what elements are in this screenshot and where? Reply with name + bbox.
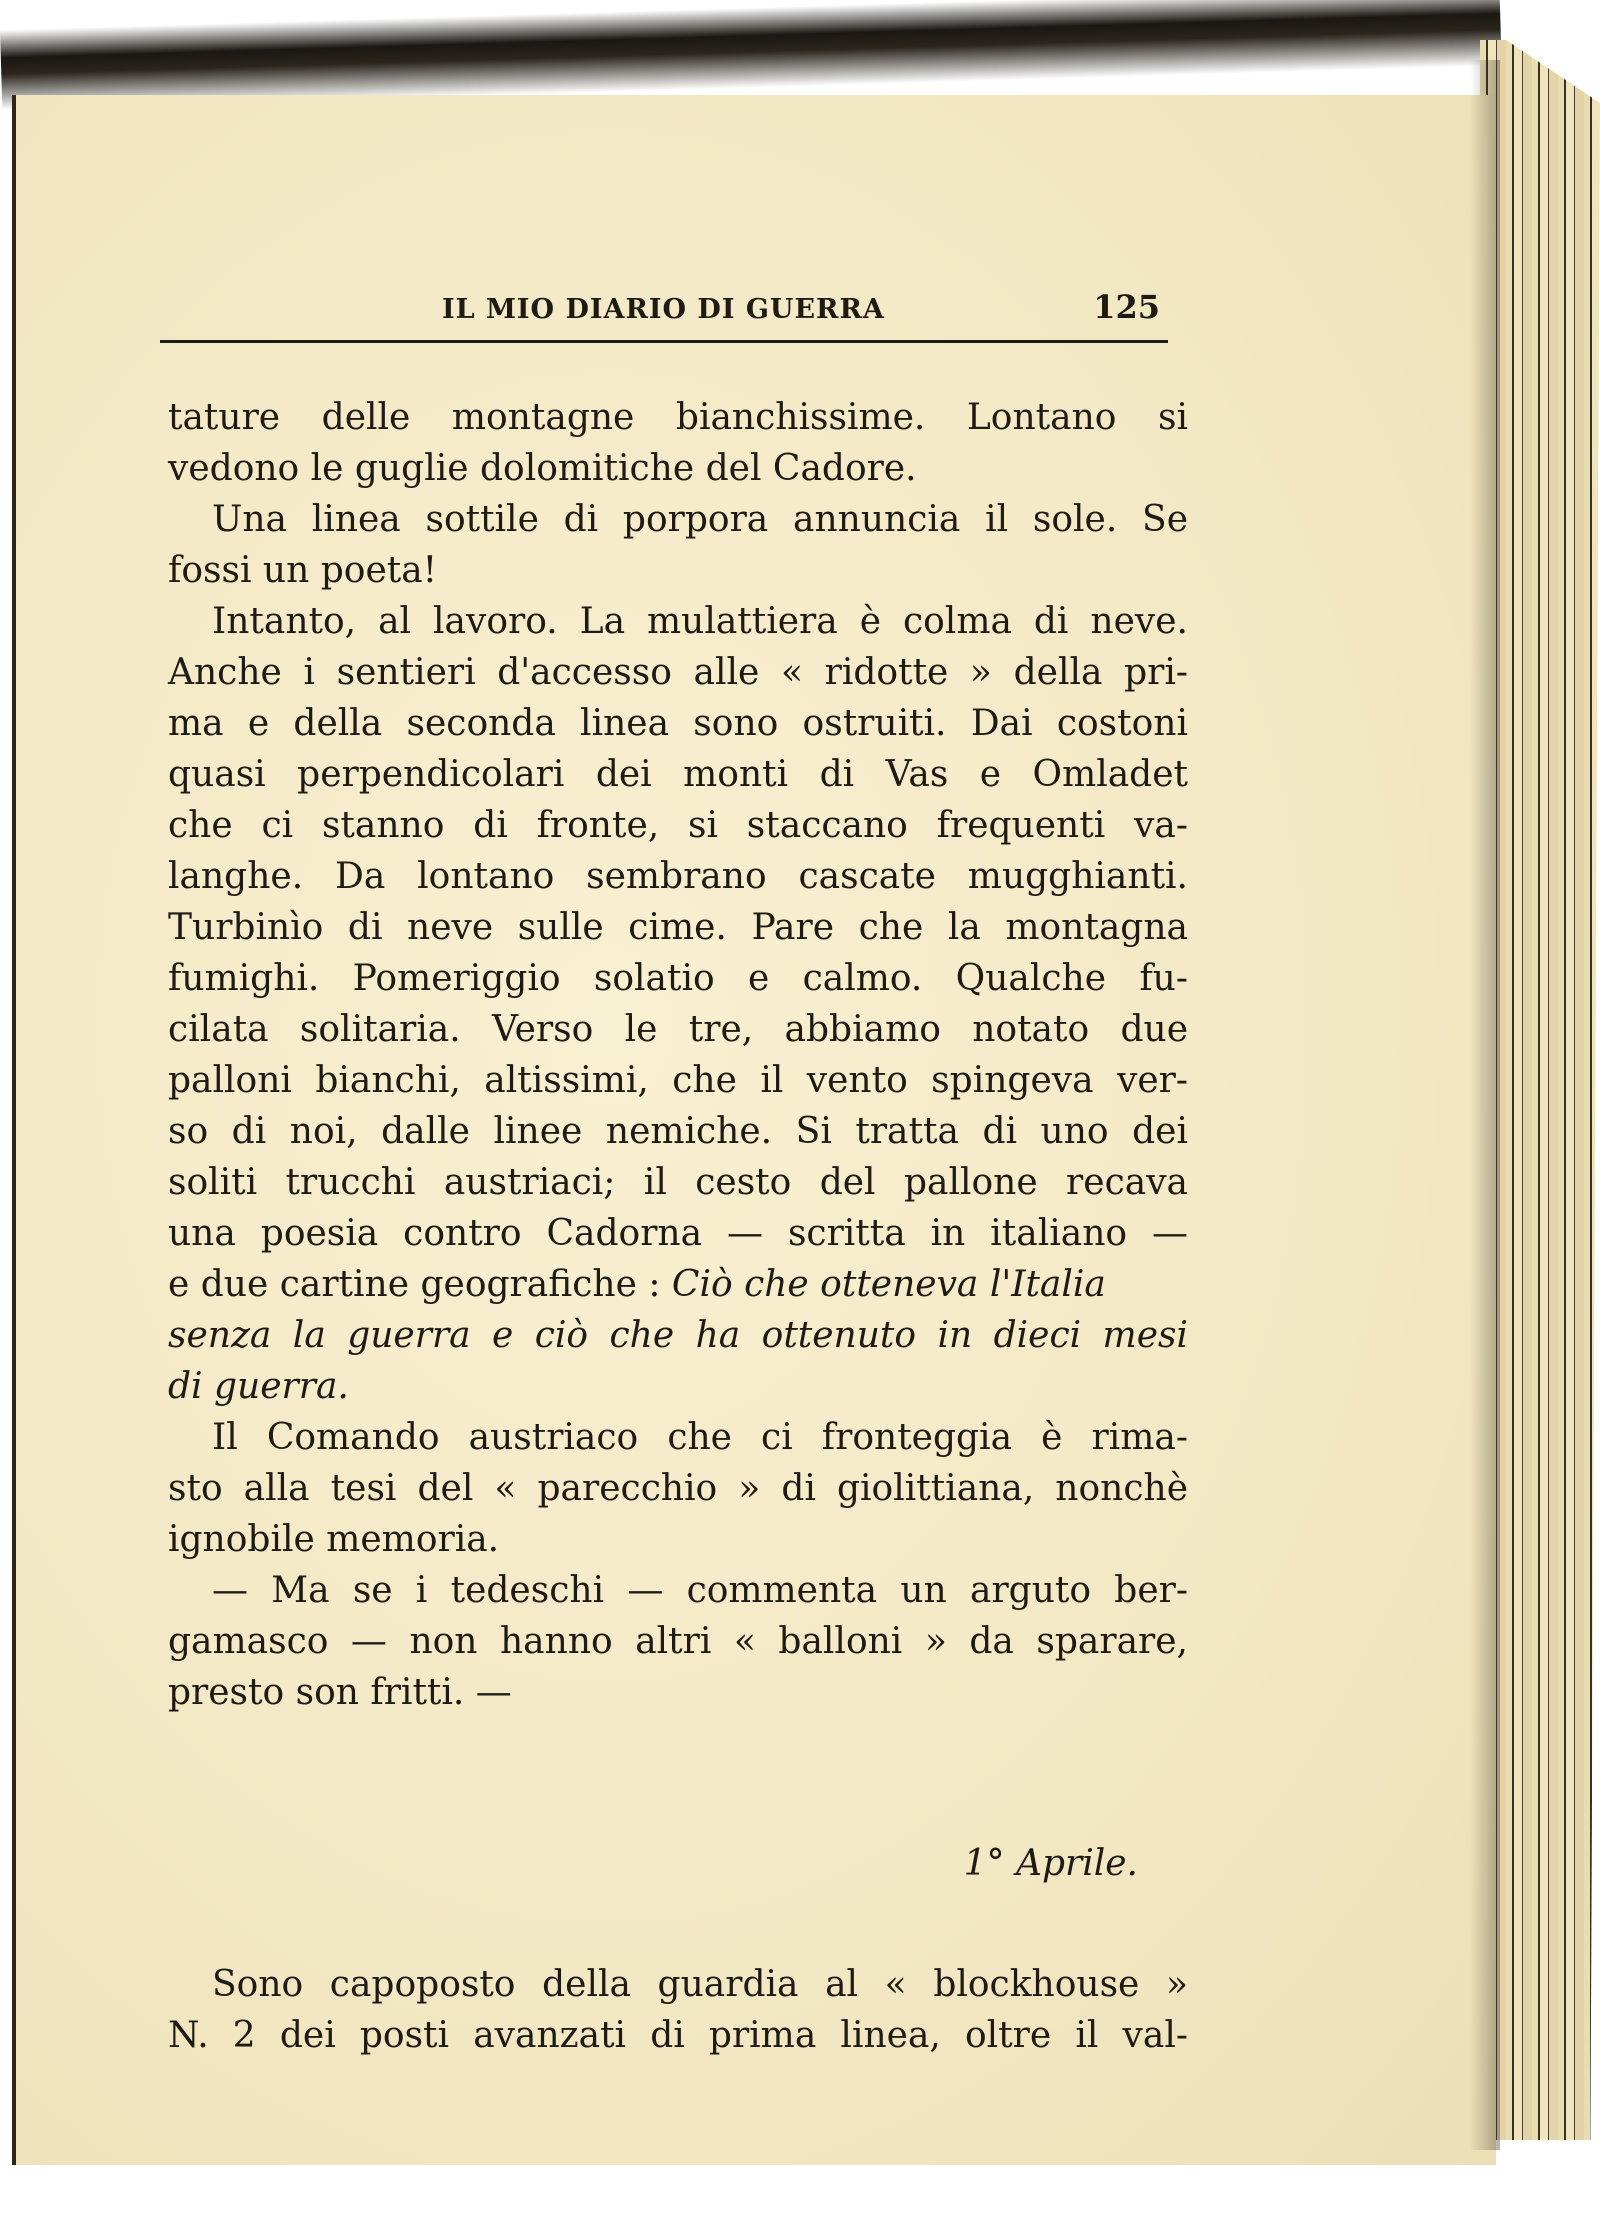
text-line: che ci stanno di fronte, si staccano frequenti va- — [168, 805, 1188, 846]
italic-title: Ciò che otteneva l'Italia — [671, 1264, 1106, 1305]
spacer — [168, 1718, 1188, 1838]
running-head — [160, 282, 1170, 328]
text-line: palloni bianchi, altissimi, che il vento spingeva ver- — [168, 1060, 1188, 1101]
text-line-part: e due cartine geografiche : — [168, 1264, 672, 1305]
text-line: senza la guerra e ciò che ha ottenuto in dieci mesi — [168, 1315, 1188, 1356]
text-line: ma e della seconda linea sono ostruiti. Dai costoni — [168, 703, 1188, 744]
page-number: 125 — [1093, 288, 1160, 326]
text-line: Sono capoposto della guardia al « blockhouse » — [212, 1964, 1188, 2005]
spacer — [168, 1889, 1188, 1959]
text-line: langhe. Da lontano sembrano cascate mugghianti. — [168, 856, 1188, 897]
text-line: cilata solitaria. Verso le tre, abbiamo notato due — [168, 1009, 1188, 1050]
text-line: ignobile memoria. — [168, 1519, 500, 1560]
text-line: sto alla tesi del « parecchio » di giolittiana, nonchè — [168, 1468, 1188, 1509]
header-rule — [160, 340, 1168, 343]
text-line: una poesia contro Cadorna — scritta in italiano — — [168, 1213, 1188, 1254]
text-line: fumighi. Pomeriggio solatio e calmo. Qualche fu- — [168, 958, 1188, 999]
text-line: soliti trucchi austriaci; il cesto del pallone recava — [168, 1162, 1188, 1203]
book-top-edge — [0, 0, 1502, 110]
text-line: Turbinìo di neve sulle cime. Pare che la montagna — [168, 907, 1188, 948]
text-line — [168, 1259, 1188, 1310]
text-line: fossi un poeta! — [168, 550, 438, 591]
text-line: gamasco — non hanno altri « balloni » da sparare, — [168, 1621, 1188, 1662]
text-line: Anche i sentieri d'accesso alle « ridotte » della pri- — [168, 652, 1188, 693]
text-line: quasi perpendicolari dei monti di Vas e Omladet — [168, 754, 1188, 795]
text-line: presto son fritti. — — [168, 1672, 512, 1713]
text-line: Il Comando austriaco che ci fronteggia è rima- — [212, 1417, 1188, 1458]
text-line: — Ma se i tedeschi — commenta un arguto ber- — [212, 1570, 1188, 1611]
gutter-shadow — [1470, 60, 1500, 2150]
text-line: vedono le guglie dolomitiche del Cadore. — [168, 448, 917, 489]
text-line: tature delle montagne bianchissime. Lontano si — [168, 397, 1188, 438]
text-line: Intanto, al lavoro. La mulattiera è colma di neve. — [212, 601, 1188, 642]
text-line: N. 2 dei posti avanzati di prima linea, oltre il val- — [168, 2015, 1188, 2056]
text-line: so di noi, dalle linee nemiche. Si tratta di uno dei — [168, 1111, 1188, 1152]
running-title: IL MIO DIARIO DI GUERRA — [442, 294, 885, 325]
text-line: Una linea sottile di porpora annuncia il sole. Se — [212, 499, 1188, 540]
text-line: di guerra. — [168, 1366, 349, 1407]
body-text — [168, 392, 1188, 2061]
diary-date: 1° Aprile. — [963, 1843, 1138, 1884]
